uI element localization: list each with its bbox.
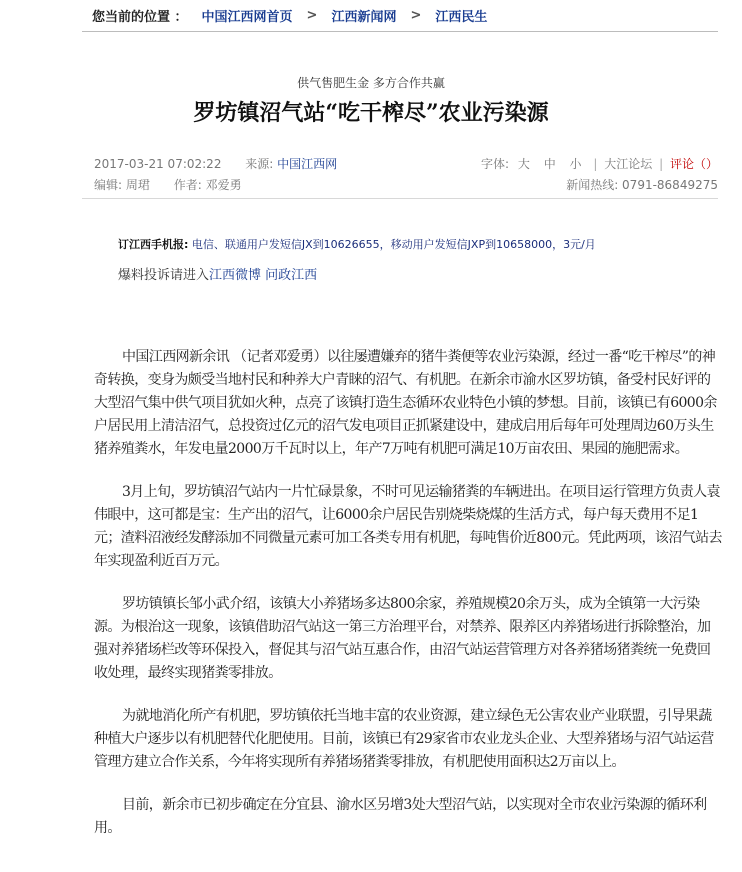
article-paragraph: 罗坊镇镇长邹小武介绍，该镇大小养猪场多达800余家，养殖规模20余万头，成为全镇第一大污染源。为根治这一现象，该镇借助沼气站这一第三方治理平台，对禁养、限养区内养猪场进行拆除整治，加强对养猪场栏改等环保投入，督促其与沼气站互惠合作，由沼气站运营管理方对各养猪场猪粪统一免费回收处理，最终实现猪粪零排放。	[94, 596, 711, 681]
editor-label: 编辑:	[94, 178, 123, 192]
breadcrumb-separator: >	[306, 8, 318, 23]
source-link[interactable]: 中国江西网	[277, 157, 338, 171]
breadcrumb-label: 您当前的位置 ：	[92, 10, 188, 25]
article-paragraph: 为就地消化所产有机肥，罗坊镇依托当地丰富的农业资源，建立绿色无公害农业产业联盟，引导果蔬种植大户逐步以有机肥替代化肥使用。目前，该镇已有29家省市农业龙头企业、大型养猪场与沼气站运营管理方建立合作关系，今年将实现所有养猪场猪粪零排放，有机肥使用面积达2万亩以上。	[94, 708, 714, 770]
meta-divider	[82, 198, 718, 199]
forum-link[interactable]: 大江论坛	[604, 157, 653, 171]
author-name: 邓爱勇	[205, 178, 242, 192]
wenzheng-link[interactable]: 问政江西	[265, 268, 318, 283]
font-size-large-button[interactable]: 大	[517, 157, 530, 171]
news-hotline: 新闻热线: 0791-86849275	[566, 178, 718, 192]
article-paragraph: 目前，新余市已初步确定在分宜县、渝水区另增3处大型沼气站，以实现对全市农业污染源的循环利用。	[94, 797, 707, 836]
breadcrumb-link-home[interactable]: 中国江西网首页	[201, 10, 293, 25]
report-prefix: 爆料投诉请进入	[118, 268, 210, 283]
article-paragraph: 中国江西网新余讯 （记者邓爱勇）以往屡遭嫌弃的猪牛粪便等农业污染源，经过一番“吃干榨尽”的神奇转换，变身为颇受当地村民和种养大户青睐的沼气、有机肥。在新余市渝水区罗坊镇，备受村民好评的大型沼气集中供气项目犹如火种，点亮了该镇打造生态循环农业特色小镇的梦想。目前，该镇已有6000余户居民用上清洁沼气，总投资过亿元的沼气发电项目正抓紧建设中，建成启用后每年可处理周边60万头生猪养殖粪水，年发电量2000万千瓦时以上，年产7万吨有机肥可满足10万亩农田、果园的施肥需求。	[94, 349, 717, 457]
divider-bar: |	[659, 157, 664, 171]
font-size-medium-button[interactable]: 中	[543, 157, 556, 171]
subscription-label: 订江西手机报:	[118, 238, 189, 251]
breadcrumb-separator: >	[410, 8, 422, 23]
breadcrumb-link-news[interactable]: 江西新闻网	[331, 10, 397, 25]
weibo-link[interactable]: 江西微博	[209, 268, 262, 283]
article-datetime: 2017-03-21 07:02:22	[94, 157, 222, 171]
mobile-subscription	[118, 236, 596, 252]
font-size-label: 字体:	[480, 157, 510, 171]
breadcrumb	[82, 0, 718, 32]
article-title: 罗坊镇沼气站“吃干榨尽”农业污染源	[193, 100, 549, 126]
article-meta-row	[94, 155, 718, 172]
article-tools	[481, 155, 718, 172]
author-label: 作者:	[173, 178, 202, 192]
comment-link[interactable]: 评论（）	[669, 157, 718, 171]
font-size-small-button[interactable]: 小	[569, 157, 582, 171]
source-label: 来源:	[245, 157, 274, 171]
editor-name: 周珺	[125, 178, 150, 192]
divider-bar: |	[593, 157, 598, 171]
article-paragraph: 3月上旬，罗坊镇沼气站内一片忙碌景象，不时可见运输猪粪的车辆进出。在项目运行管理方负责人袁伟眼中，这可都是宝：生产出的沼气，让6000余户居民告别烧柴烧煤的生活方式，每户每天费用不足1元；渣料沼液经发酵添加不同微量元素可加工各类专用有机肥，每吨售价近800元。凭此两项，该沼气站去年实现盈利近百万元。	[94, 484, 722, 569]
article-byline-row	[94, 176, 718, 193]
article-body	[94, 346, 722, 860]
report-line	[118, 264, 317, 283]
subscription-text: 电信、联通用户发短信JX到10626655，移动用户发短信JXP到10658000，3元/月	[191, 238, 596, 251]
article-subtitle: 供气售肥生金 多方合作共赢	[297, 76, 445, 90]
breadcrumb-link-livelihood[interactable]: 江西民生	[435, 10, 488, 25]
